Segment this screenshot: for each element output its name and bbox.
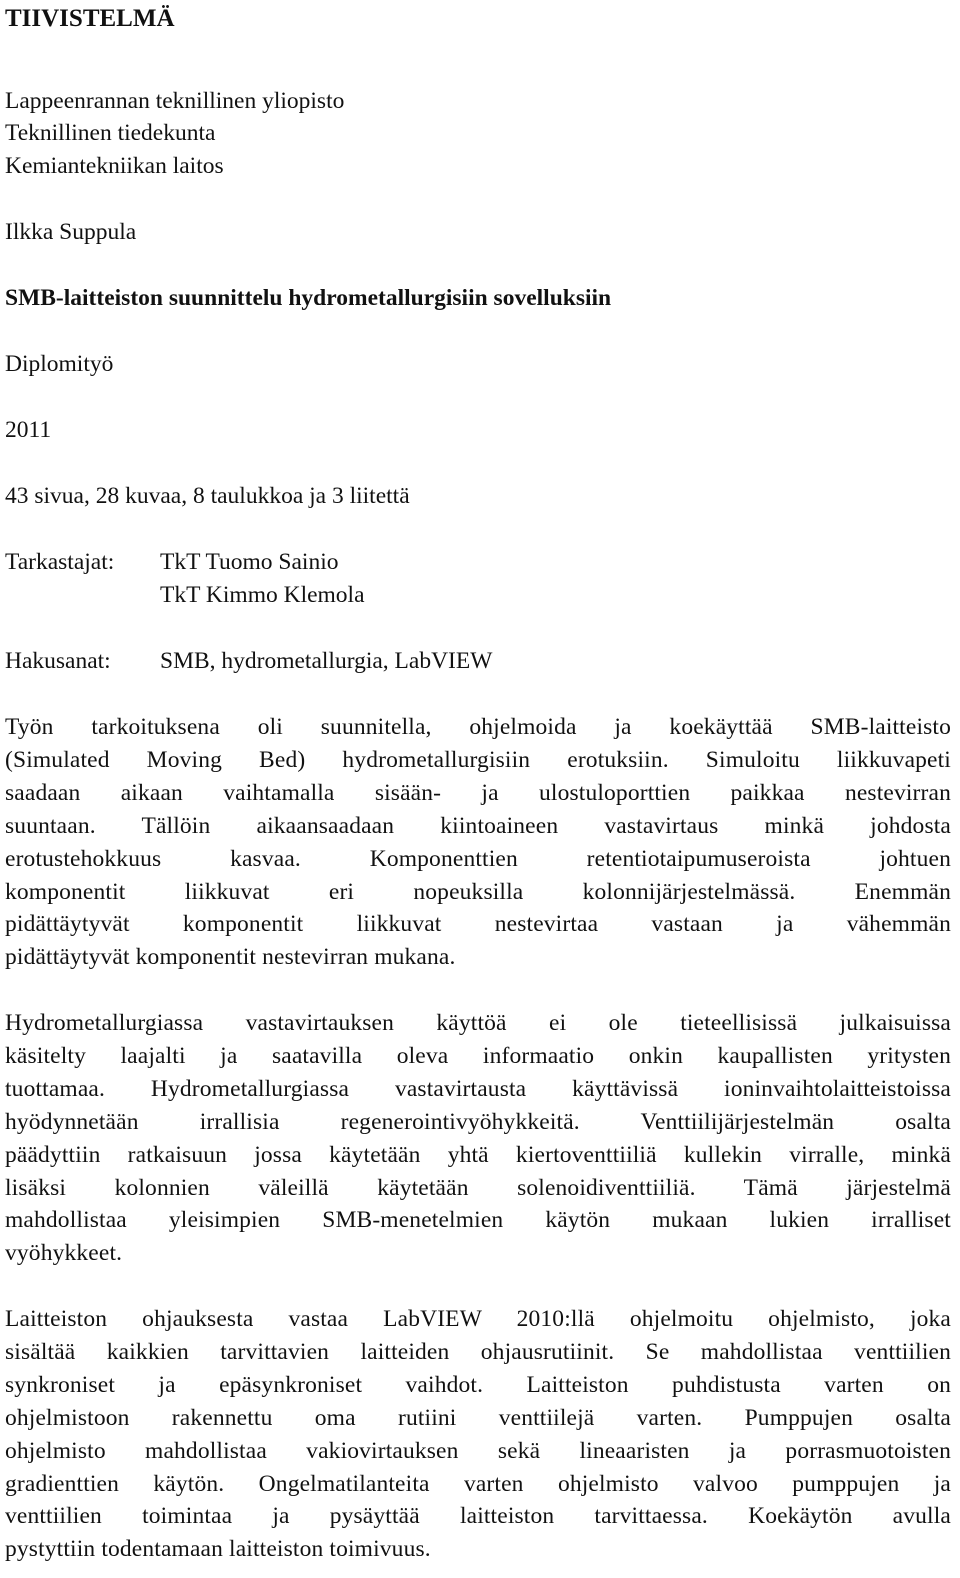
abstract-paragraph [5, 711, 951, 974]
paragraph-line: venttiilien toimintaa ja pysäyttää laitteiston tarvittaessa. Koekäytön avulla [5, 1503, 951, 1530]
paragraph-line: Hydrometallurgiassa vastavirtauksen käyttöä ei ole tieteellisissä julkaisuissa [5, 1010, 951, 1036]
paragraph-line: komponentit liikkuvat eri nopeuksilla kolonnijärjestelmässä. Enemmän [5, 878, 951, 905]
paragraph-line: käsitelty laajalti ja saatavilla oleva informaatio onkin kaupallisten yritysten [5, 1042, 951, 1069]
thesis-title: SMB-laitteiston suunnittelu hydrometallurgisiin sovelluksiin [5, 285, 612, 311]
abstract-paragraph [5, 1303, 951, 1566]
university-name: Lappeenrannan teknillinen yliopisto [5, 88, 345, 114]
examiners-label: Tarkastajat: [5, 549, 115, 575]
paragraph-line: pidättäytyvät komponentit liikkuvat nestevirtaa vastaan ja vähemmän [5, 911, 951, 938]
abstract-paragraph [5, 1007, 951, 1270]
paragraph-line: (Simulated Moving Bed) hydrometallurgisiin erotuksiin. Simuloitu liikkuvapeti [5, 746, 951, 773]
thesis-type: Diplomityö [5, 351, 114, 377]
department-name: Kemiantekniikan laitos [5, 153, 224, 179]
faculty-name: Teknillinen tiedekunta [5, 120, 216, 146]
paragraph-line: sisältää kaikkien tarvittavien laitteiden ohjausrutiinit. Se mahdollistaa venttiilien [5, 1338, 951, 1365]
paragraph-line: pystyttiin todentamaan laitteiston toimivuus. [5, 1536, 431, 1563]
paragraph-line: mahdollistaa yleisimpien SMB-menetelmien käytön mukaan lukien irralliset [5, 1207, 951, 1234]
page-title: TIIVISTELMÄ [5, 5, 175, 32]
paragraph-line: Työn tarkoituksena oli suunnitella, ohjelmoida ja koekäyttää SMB-laitteisto [5, 714, 951, 740]
examiner-name: TkT Tuomo Sainio [160, 549, 339, 575]
paragraph-line: pidättäytyvät komponentit nestevirran mukana. [5, 944, 456, 971]
author-name: Ilkka Suppula [5, 219, 137, 245]
keywords-value: SMB, hydrometallurgia, LabVIEW [160, 648, 493, 674]
paragraph-line: suuntaan. Tällöin aikaansaadaan kiintoaineen vastavirtaus minkä johdosta [5, 812, 951, 839]
paragraph-line: erotustehokkuus kasvaa. Komponenttien retentiotaipumuseroista johtuen [5, 845, 951, 872]
paragraph-line: synkroniset ja epäsynkroniset vaihdot. Laitteiston puhdistusta varten on [5, 1371, 951, 1398]
paragraph-line: päädyttiin ratkaisuun jossa käytetään yhtä kiertoventtiiliä kullekin virralle, minkä [5, 1141, 951, 1168]
paragraph-line: ohjelmistoon rakennettu oma rutiini venttiilejä varten. Pumppujen osalta [5, 1404, 951, 1431]
keywords-label: Hakusanat: [5, 648, 111, 674]
paragraph-line: lisäksi kolonnien väleillä käytetään solenoidiventtiiliä. Tämä järjestelmä [5, 1174, 951, 1201]
paragraph-line: Laitteiston ohjauksesta vastaa LabVIEW 2010:llä ohjelmoitu ohjelmisto, joka [5, 1306, 951, 1332]
examiner-name: TkT Kimmo Klemola [160, 582, 365, 608]
thesis-extent: 43 sivua, 28 kuvaa, 8 taulukkoa ja 3 liitettä [5, 483, 410, 509]
paragraph-line: ohjelmisto mahdollistaa vakiovirtauksen sekä lineaaristen ja porrasmuotoisten [5, 1437, 951, 1464]
paragraph-line: vyöhykkeet. [5, 1240, 123, 1267]
thesis-year: 2011 [5, 417, 52, 443]
paragraph-line: saadaan aikaan vaihtamalla sisään- ja ulostuloporttien paikkaa nestevirran [5, 779, 951, 806]
paragraph-line: gradienttien käytön. Ongelmatilanteita varten ohjelmisto valvoo pumppujen ja [5, 1470, 951, 1497]
paragraph-line: tuottamaa. Hydrometallurgiassa vastavirtausta käyttävissä ioninvaihtolaitteistoissa [5, 1075, 951, 1102]
paragraph-line: hyödynnetään irrallisia regenerointivyöhykkeitä. Venttiilijärjestelmän osalta [5, 1108, 951, 1135]
